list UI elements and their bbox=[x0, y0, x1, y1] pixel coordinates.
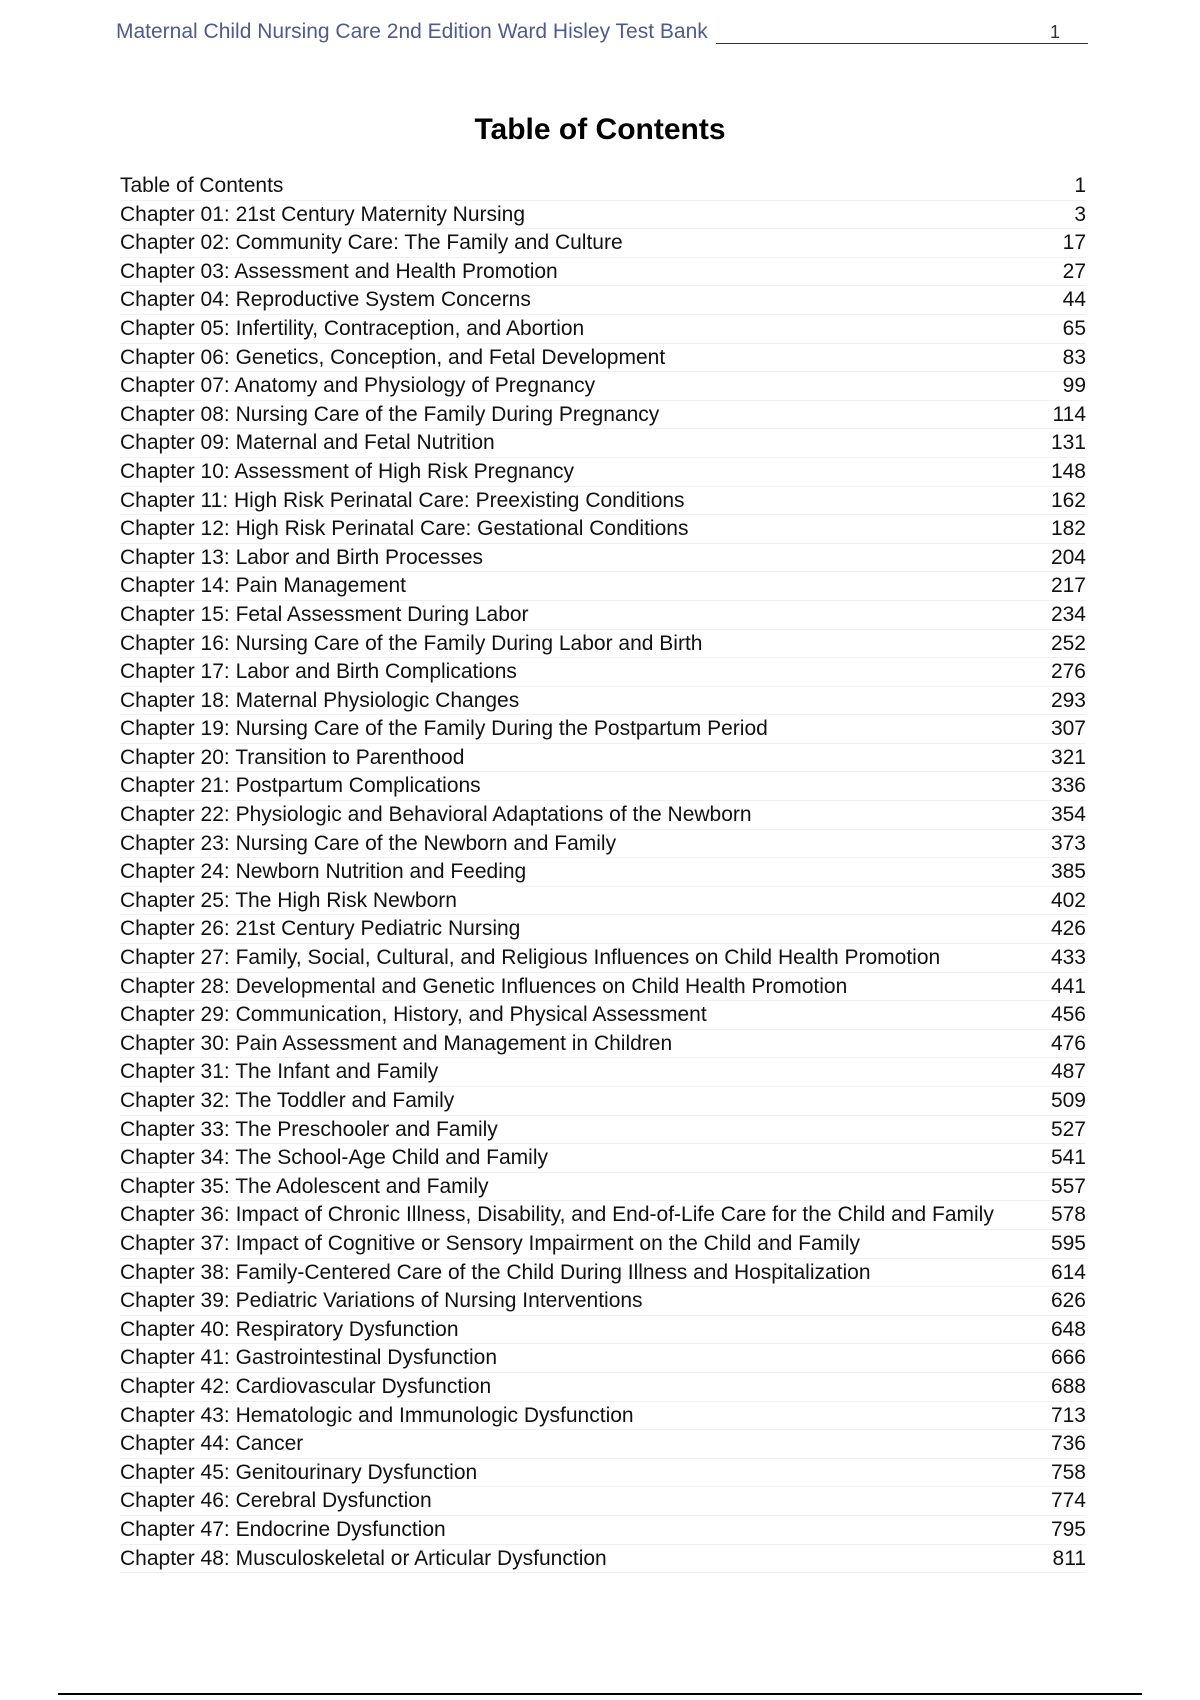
toc-entry[interactable] bbox=[120, 601, 1086, 630]
toc-entry-page-number: 182 bbox=[1050, 517, 1086, 541]
toc-entry[interactable] bbox=[120, 744, 1086, 773]
toc-entry[interactable] bbox=[120, 172, 1086, 201]
toc-entry[interactable] bbox=[120, 1373, 1086, 1402]
toc-entry-title: Chapter 31: The Infant and Family bbox=[120, 1060, 439, 1084]
toc-entry-page-number: 1 bbox=[1074, 174, 1086, 197]
toc-entry-title: Chapter 29: Communication, History, and Physical Assessment bbox=[120, 1003, 707, 1027]
toc-entry[interactable] bbox=[120, 1116, 1086, 1145]
toc-entry[interactable] bbox=[120, 286, 1086, 315]
toc-entry-page-number: 433 bbox=[1050, 946, 1086, 970]
toc-entry-page-number: 487 bbox=[1050, 1060, 1086, 1084]
toc-entry[interactable] bbox=[120, 830, 1086, 859]
toc-entry-page-number: 758 bbox=[1050, 1460, 1086, 1484]
toc-entry-title: Chapter 11: High Risk Perinatal Care: Preexisting Conditions bbox=[120, 488, 685, 512]
toc-entry-page-number: 354 bbox=[1050, 803, 1086, 827]
toc-entry-page-number: 557 bbox=[1050, 1174, 1086, 1198]
toc-entry-page-number: 234 bbox=[1050, 602, 1086, 626]
toc-entry[interactable] bbox=[120, 858, 1086, 887]
toc-entry[interactable] bbox=[120, 944, 1086, 973]
toc-entry-title: Chapter 45: Genitourinary Dysfunction bbox=[120, 1460, 478, 1484]
toc-entry[interactable] bbox=[120, 372, 1086, 401]
toc-entry-title: Chapter 16: Nursing Care of the Family During Labor and Birth bbox=[120, 631, 703, 655]
toc-heading: Table of Contents bbox=[474, 113, 726, 146]
toc-entry[interactable] bbox=[120, 1316, 1086, 1345]
toc-entry-page-number: 217 bbox=[1050, 574, 1086, 598]
toc-entry-page-number: 774 bbox=[1050, 1489, 1086, 1513]
toc-entry-title: Chapter 12: High Risk Perinatal Care: Gestational Conditions bbox=[120, 517, 689, 541]
toc-entry-page-number: 527 bbox=[1050, 1117, 1086, 1141]
toc-entry[interactable] bbox=[120, 1259, 1086, 1288]
toc-entry-page-number: 648 bbox=[1050, 1317, 1086, 1341]
toc-entry-title: Chapter 22: Physiologic and Behavioral Adaptations of the Newborn bbox=[120, 803, 752, 827]
toc-entry-title: Chapter 32: The Toddler and Family bbox=[120, 1089, 455, 1112]
toc-entry-title: Chapter 14: Pain Management bbox=[120, 574, 407, 598]
toc-entry-title: Chapter 26: 21st Century Pediatric Nursing bbox=[120, 917, 521, 941]
toc-entry-page-number: 476 bbox=[1050, 1031, 1086, 1055]
toc-entry[interactable] bbox=[120, 1144, 1086, 1173]
toc-entry-page-number: 83 bbox=[1062, 345, 1086, 369]
toc-entry-title: Chapter 47: Endocrine Dysfunction bbox=[120, 1517, 446, 1541]
toc-entry-page-number: 276 bbox=[1050, 660, 1086, 684]
toc-entry[interactable] bbox=[120, 687, 1086, 716]
toc-entry[interactable] bbox=[120, 1201, 1086, 1230]
toc-entry-page-number: 148 bbox=[1050, 459, 1086, 483]
toc-entry[interactable] bbox=[120, 915, 1086, 944]
toc-entry[interactable] bbox=[120, 772, 1086, 801]
toc-entry-title: Chapter 04: Reproductive System Concerns bbox=[120, 288, 531, 312]
toc-entry-title: Chapter 39: Pediatric Variations of Nursing Interventions bbox=[120, 1289, 643, 1313]
toc-entry-page-number: 509 bbox=[1050, 1089, 1086, 1112]
toc-entry[interactable] bbox=[120, 1402, 1086, 1431]
toc-entry-title: Chapter 18: Maternal Physiologic Changes bbox=[120, 688, 520, 712]
toc-entry-title: Chapter 02: Community Care: The Family and Culture bbox=[120, 231, 623, 255]
header-page-number: 1 bbox=[1049, 22, 1060, 42]
toc-entry-title: Chapter 13: Labor and Birth Processes bbox=[120, 545, 484, 569]
toc-entry-page-number: 114 bbox=[1052, 402, 1086, 426]
toc-entry-title: Chapter 48: Musculoskeletal or Articular Dysfunction bbox=[120, 1546, 607, 1570]
toc-entry-page-number: 626 bbox=[1050, 1289, 1086, 1313]
document-title: Maternal Child Nursing Care 2nd Edition Ward Hisley Test Bank bbox=[116, 20, 708, 43]
toc-entry-page-number: 541 bbox=[1050, 1146, 1086, 1170]
toc-entry[interactable] bbox=[120, 630, 1086, 659]
toc-entry-title: Chapter 09: Maternal and Fetal Nutrition bbox=[120, 431, 495, 455]
toc-entry[interactable] bbox=[120, 572, 1086, 601]
toc-entry-title: Chapter 10: Assessment of High Risk Pregnancy bbox=[120, 459, 575, 483]
toc-entry-title: Chapter 07: Anatomy and Physiology of Pregnancy bbox=[120, 374, 596, 398]
toc-entry-title: Chapter 23: Nursing Care of the Newborn and Family bbox=[120, 831, 617, 855]
toc-entry-title: Chapter 20: Transition to Parenthood bbox=[120, 745, 465, 769]
toc-entry[interactable] bbox=[120, 487, 1086, 516]
toc-entry-page-number: 17 bbox=[1062, 231, 1086, 255]
toc-entry-title: Chapter 21: Postpartum Complications bbox=[120, 774, 481, 798]
toc-entry-page-number: 373 bbox=[1050, 831, 1086, 855]
toc-entry-page-number: 307 bbox=[1050, 717, 1086, 741]
toc-entry[interactable] bbox=[120, 1173, 1086, 1202]
toc-entry-title: Chapter 17: Labor and Birth Complications bbox=[120, 660, 517, 684]
toc-entry[interactable] bbox=[120, 1344, 1086, 1373]
toc-entry[interactable] bbox=[120, 1087, 1086, 1116]
toc-entry-title: Chapter 41: Gastrointestinal Dysfunction bbox=[120, 1346, 498, 1370]
toc-entry[interactable] bbox=[120, 1459, 1086, 1488]
toc-entry-page-number: 456 bbox=[1050, 1003, 1086, 1027]
footer-rule bbox=[58, 1693, 1142, 1695]
toc-entry-title: Chapter 30: Pain Assessment and Management in Children bbox=[120, 1031, 673, 1055]
toc-entry[interactable] bbox=[120, 315, 1086, 344]
toc-entry-page-number: 385 bbox=[1050, 860, 1086, 884]
toc-entry-page-number: 614 bbox=[1050, 1260, 1086, 1284]
toc-entry-title: Chapter 37: Impact of Cognitive or Sensory Impairment on the Child and Family bbox=[120, 1231, 861, 1255]
toc-entry-title: Chapter 03: Assessment and Health Promotion bbox=[120, 259, 558, 283]
toc-entry[interactable] bbox=[120, 1516, 1086, 1545]
toc-entry-title: Chapter 40: Respiratory Dysfunction bbox=[120, 1317, 459, 1341]
toc-entry-title: Chapter 44: Cancer bbox=[120, 1432, 304, 1456]
toc-entry[interactable] bbox=[120, 515, 1086, 544]
toc-entry-page-number: 3 bbox=[1074, 202, 1086, 226]
toc-entry[interactable] bbox=[120, 1545, 1086, 1574]
toc-entry-page-number: 666 bbox=[1050, 1346, 1086, 1370]
toc-entry[interactable] bbox=[120, 201, 1086, 230]
toc-entry[interactable] bbox=[120, 1001, 1086, 1030]
toc-entry-page-number: 27 bbox=[1062, 259, 1086, 283]
toc-entry-page-number: 688 bbox=[1050, 1374, 1086, 1398]
toc-entry-title: Chapter 08: Nursing Care of the Family During Pregnancy bbox=[120, 402, 660, 426]
toc-entry[interactable] bbox=[120, 401, 1086, 430]
toc-entry[interactable] bbox=[120, 1058, 1086, 1087]
toc-entry[interactable] bbox=[120, 429, 1086, 458]
toc-entry-page-number: 321 bbox=[1050, 745, 1086, 769]
toc-entry-title: Chapter 01: 21st Century Maternity Nursing bbox=[120, 202, 526, 226]
toc-entry[interactable] bbox=[120, 973, 1086, 1002]
toc-entry-title: Chapter 42: Cardiovascular Dysfunction bbox=[120, 1374, 492, 1398]
toc-entry-title: Chapter 15: Fetal Assessment During Labor bbox=[120, 602, 529, 626]
toc-entry-title: Chapter 28: Developmental and Genetic Influences on Child Health Promotion bbox=[120, 974, 848, 998]
toc-entry[interactable] bbox=[120, 458, 1086, 487]
toc-entry-title: Chapter 24: Newborn Nutrition and Feeding bbox=[120, 860, 527, 884]
toc-entry-title: Chapter 38: Family-Centered Care of the Child During Illness and Hospitalization bbox=[120, 1260, 871, 1284]
toc-entry[interactable] bbox=[120, 1230, 1086, 1259]
toc-entry-title: Chapter 19: Nursing Care of the Family During the Postpartum Period bbox=[120, 717, 768, 741]
toc-entry-page-number: 811 bbox=[1052, 1546, 1086, 1570]
toc-entry-title: Chapter 46: Cerebral Dysfunction bbox=[120, 1489, 432, 1513]
toc-entry-page-number: 595 bbox=[1050, 1231, 1086, 1255]
toc-entry[interactable] bbox=[120, 258, 1086, 287]
toc-entry[interactable] bbox=[120, 801, 1086, 830]
toc-entry[interactable] bbox=[120, 344, 1086, 373]
toc-entry-page-number: 578 bbox=[1050, 1203, 1086, 1227]
toc-entry-page-number: 99 bbox=[1062, 374, 1086, 398]
toc-entry-page-number: 736 bbox=[1050, 1432, 1086, 1456]
toc-entry-page-number: 426 bbox=[1050, 917, 1086, 941]
toc-entry[interactable] bbox=[120, 229, 1086, 258]
toc-entry-title: Chapter 36: Impact of Chronic Illness, Disability, and End-of-Life Care for the Child and Family bbox=[120, 1203, 994, 1227]
toc-entry[interactable] bbox=[120, 887, 1086, 916]
toc-entry-title: Chapter 43: Hematologic and Immunologic Dysfunction bbox=[120, 1403, 634, 1427]
toc-entry[interactable] bbox=[120, 1430, 1086, 1459]
toc-entry-title: Table of Contents bbox=[120, 174, 284, 197]
toc-entry[interactable] bbox=[120, 1487, 1086, 1516]
toc-entry[interactable] bbox=[120, 1030, 1086, 1059]
toc-entry-title: Chapter 35: The Adolescent and Family bbox=[120, 1174, 489, 1198]
toc-entry[interactable] bbox=[120, 715, 1086, 744]
toc-entry-page-number: 252 bbox=[1050, 631, 1086, 655]
toc-entry-page-number: 65 bbox=[1062, 316, 1086, 340]
toc-entry-title: Chapter 25: The High Risk Newborn bbox=[120, 888, 457, 912]
toc-entry[interactable] bbox=[120, 1287, 1086, 1316]
toc-entry-title: Chapter 27: Family, Social, Cultural, and Religious Influences on Child Health Promotion bbox=[120, 946, 941, 970]
toc-entry-page-number: 441 bbox=[1050, 974, 1086, 998]
table-of-contents bbox=[120, 172, 1086, 1573]
toc-entry-page-number: 293 bbox=[1050, 688, 1086, 712]
toc-entry-page-number: 162 bbox=[1050, 488, 1086, 512]
page-header bbox=[116, 14, 1088, 44]
toc-entry-page-number: 795 bbox=[1050, 1517, 1086, 1541]
toc-entry[interactable] bbox=[120, 658, 1086, 687]
toc-entry-page-number: 336 bbox=[1050, 774, 1086, 798]
toc-entry-title: Chapter 06: Genetics, Conception, and Fetal Development bbox=[120, 345, 666, 369]
toc-entry-title: Chapter 33: The Preschooler and Family bbox=[120, 1117, 498, 1141]
toc-entry-title: Chapter 34: The School-Age Child and Family bbox=[120, 1146, 549, 1170]
toc-entry-page-number: 131 bbox=[1050, 431, 1086, 455]
toc-entry-title: Chapter 05: Infertility, Contraception, and Abortion bbox=[120, 316, 585, 340]
header-rule bbox=[716, 17, 1088, 44]
toc-entry-page-number: 204 bbox=[1050, 545, 1086, 569]
toc-entry-page-number: 402 bbox=[1050, 888, 1086, 912]
toc-entry[interactable] bbox=[120, 544, 1086, 573]
toc-entry-page-number: 44 bbox=[1062, 288, 1086, 312]
toc-entry-page-number: 713 bbox=[1050, 1403, 1086, 1427]
